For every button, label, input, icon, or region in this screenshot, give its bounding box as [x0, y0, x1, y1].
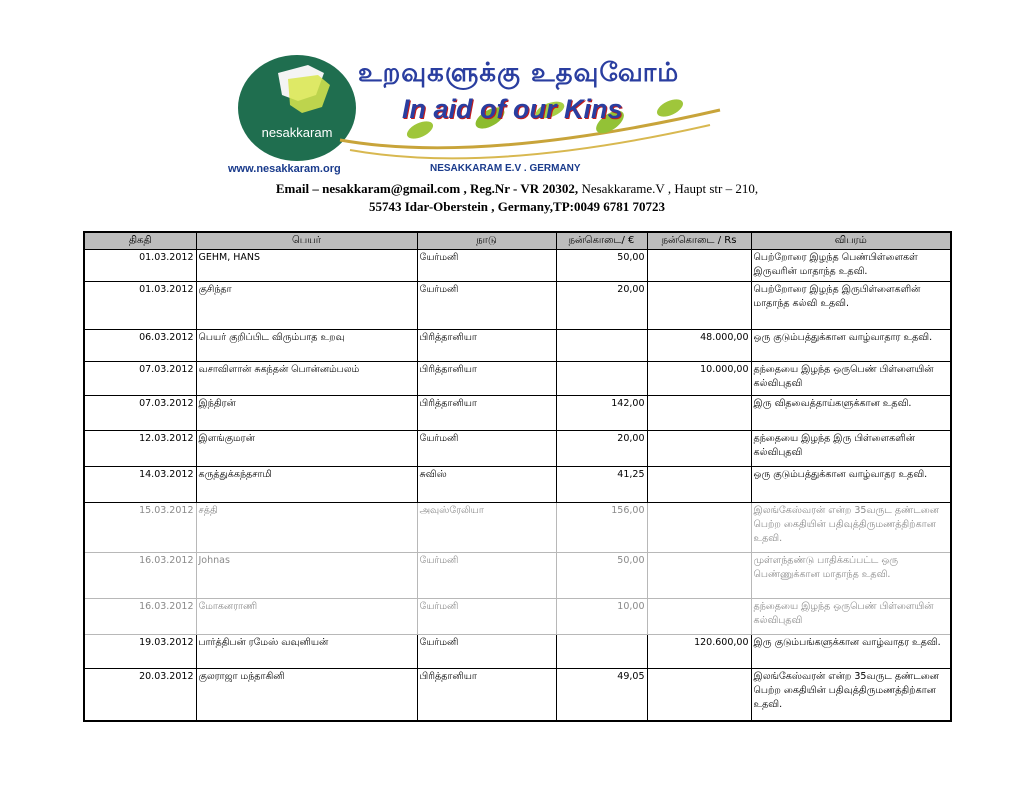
name-cell: பார்த்திபன் ரமேஸ் வவுனியன்	[196, 635, 417, 669]
table-row	[84, 431, 951, 467]
donation-eur-cell: 156,00	[556, 503, 647, 553]
name-cell: குலராஜா மந்தாகினி	[196, 669, 417, 721]
header-donation-rs: நன்கொடை / Rs	[647, 232, 751, 250]
country-cell: பிரித்தானியா	[417, 362, 556, 396]
tamil-title: உறவுகளுக்கு உதவுவோம்	[358, 58, 680, 88]
detail-cell: ஒரு குடும்பத்துக்கான வாழ்வாதர உதவி.	[751, 467, 951, 503]
name-cell: பெயர் குறிப்பிட விரும்பாத உறவு	[196, 330, 417, 362]
name-cell: சத்தி	[196, 503, 417, 553]
donation-rs-cell	[647, 467, 751, 503]
name-cell: இளங்குமரன்	[196, 431, 417, 467]
donation-eur-cell	[556, 635, 647, 669]
donation-rs-cell	[647, 599, 751, 635]
header-date: திகதி	[84, 232, 196, 250]
country-cell: பிரித்தானியா	[417, 330, 556, 362]
country-cell: யேர்மனி	[417, 282, 556, 330]
date-cell: 19.03.2012	[84, 635, 196, 669]
donation-eur-cell: 10,00	[556, 599, 647, 635]
table-row	[84, 250, 951, 282]
detail-cell: இலங்கேஸ்வரன் என்ற 35வருட தண்டனை பெற்ற கைதியின் பதிவுத்திருமணத்திற்கான உதவி.	[751, 503, 951, 553]
header-name: பெயர்	[196, 232, 417, 250]
donation-rs-cell	[647, 431, 751, 467]
detail-cell: பெற்றோரை இழந்த பெண்பிள்ளைகள் இருவரின் மாதாந்த உதவி.	[751, 250, 951, 282]
table-row	[84, 599, 951, 635]
contact-line-1	[0, 181, 1024, 197]
donation-eur-cell: 142,00	[556, 396, 647, 431]
logo-text: nesakkaram	[261, 125, 333, 140]
table-row	[84, 669, 951, 721]
address-line-1: Nesakkarame.V , Haupt str – 210,	[578, 181, 759, 196]
table-row	[84, 330, 951, 362]
table-row	[84, 467, 951, 503]
country-cell: யேர்மனி	[417, 431, 556, 467]
donation-eur-cell: 20,00	[556, 431, 647, 467]
english-title: In aid of our Kins	[402, 94, 623, 124]
table-row	[84, 362, 951, 396]
detail-cell: பெற்றோரை இழந்த இருபிள்ளைகளின் மாதாந்த கல்வி உதவி.	[751, 282, 951, 330]
name-cell: இந்திரன்	[196, 396, 417, 431]
name-cell: GEHM, HANS	[196, 250, 417, 282]
table-row	[84, 553, 951, 599]
donation-rs-cell	[647, 669, 751, 721]
detail-cell: இரு குடும்பங்களுக்கான வாழ்வாதர உதவி.	[751, 635, 951, 669]
date-cell: 16.03.2012	[84, 553, 196, 599]
date-cell: 01.03.2012	[84, 250, 196, 282]
donation-rs-cell: 48.000,00	[647, 330, 751, 362]
country-cell: பிரித்தானியா	[417, 669, 556, 721]
org-tag: NESAKKARAM E.V . GERMANY	[430, 163, 581, 174]
name-cell: குசிந்தா	[196, 282, 417, 330]
table-row	[84, 503, 951, 553]
donation-rs-cell	[647, 553, 751, 599]
donation-eur-cell: 50,00	[556, 553, 647, 599]
detail-cell: இரு விதவைத்தாய்களுக்கான உதவி.	[751, 396, 951, 431]
table-row	[84, 396, 951, 431]
country-cell: யேர்மனி	[417, 599, 556, 635]
table-row	[84, 635, 951, 669]
date-cell: 06.03.2012	[84, 330, 196, 362]
detail-cell: இலங்கேஸ்வரன் என்ற 35வருட தண்டனை பெற்ற கைதியின் பதிவுத்திருமணத்திற்கான உதவி.	[751, 669, 951, 721]
detail-cell: முள்ளந்தண்டு பாதிக்கப்பட்ட ஒரு பெண்ணுக்கான மாதாந்த உதவி.	[751, 553, 951, 599]
date-cell: 07.03.2012	[84, 362, 196, 396]
country-cell: பிரித்தானியா	[417, 396, 556, 431]
date-cell: 15.03.2012	[84, 503, 196, 553]
donation-rs-cell	[647, 396, 751, 431]
detail-cell: தந்தையை இழந்த இரு பிள்ளைகளின் கல்விபுதவி	[751, 431, 951, 467]
donation-rs-cell	[647, 282, 751, 330]
donation-eur-cell: 50,00	[556, 250, 647, 282]
table-row	[84, 282, 951, 330]
country-cell: யேர்மனி	[417, 635, 556, 669]
date-cell: 12.03.2012	[84, 431, 196, 467]
website-url: www.nesakkaram.org	[228, 163, 341, 175]
country-cell: அவுஸ்ரேலியா	[417, 503, 556, 553]
donation-eur-cell	[556, 330, 647, 362]
donation-eur-cell: 49,05	[556, 669, 647, 721]
donation-eur-cell	[556, 362, 647, 396]
donation-eur-cell: 41,25	[556, 467, 647, 503]
date-cell: 07.03.2012	[84, 396, 196, 431]
detail-cell: தந்தையை இழந்த ஒருபெண் பிள்ளையின் கல்விபுதவி	[751, 599, 951, 635]
donation-eur-cell: 20,00	[556, 282, 647, 330]
email-reg: Email – nesakkaram@gmail.com , Reg.Nr - VR 20302,	[275, 181, 579, 196]
address-line-2: 55743 Idar-Oberstein , Germany,TP:0049 6781 70723	[369, 199, 665, 214]
date-cell: 20.03.2012	[84, 669, 196, 721]
country-cell: யேர்மனி	[417, 553, 556, 599]
donation-rs-cell	[647, 250, 751, 282]
name-cell: மோகனராணி	[196, 599, 417, 635]
donation-rs-cell: 120.600,00	[647, 635, 751, 669]
date-cell: 14.03.2012	[84, 467, 196, 503]
detail-cell: ஒரு குடும்பத்துக்கான வாழ்வாதார உதவி.	[751, 330, 951, 362]
name-cell: வசாவிளான் சுகந்தன் பொன்னம்பலம்	[196, 362, 417, 396]
table-header-row	[84, 232, 951, 250]
donation-rs-cell	[647, 503, 751, 553]
name-cell: Johnas	[196, 553, 417, 599]
date-cell: 01.03.2012	[84, 282, 196, 330]
country-cell: சுவிஸ்	[417, 467, 556, 503]
header-detail: விபரம்	[751, 232, 951, 250]
donation-rs-cell: 10.000,00	[647, 362, 751, 396]
detail-cell: தந்தையை இழந்த ஒருபெண் பிள்ளையின் கல்விபுதவி	[751, 362, 951, 396]
date-cell: 16.03.2012	[84, 599, 196, 635]
country-cell: யேர்மனி	[417, 250, 556, 282]
header-donation-eur: நன்கொடை/ €	[556, 232, 647, 250]
name-cell: கருத்துக்கந்தசாமி	[196, 467, 417, 503]
document-header	[0, 0, 1024, 220]
header-country: நாடு	[417, 232, 556, 250]
donations-table	[83, 231, 952, 722]
